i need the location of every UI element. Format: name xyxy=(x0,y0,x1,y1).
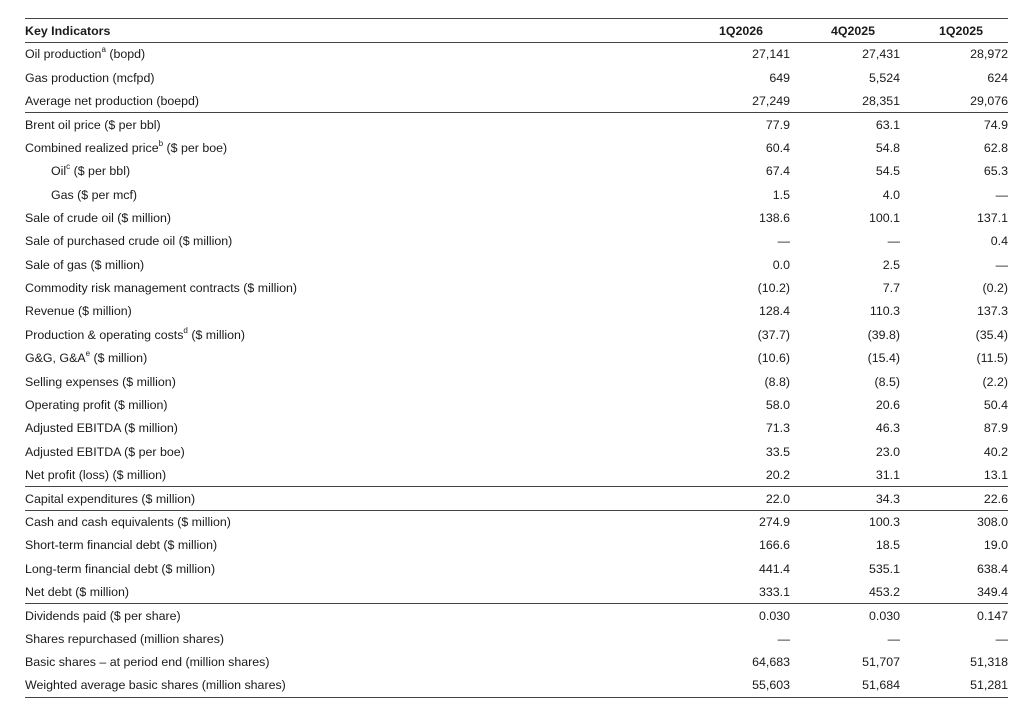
value-4q2025: 18.5 xyxy=(875,538,900,553)
row-label-unit: ($ million) xyxy=(187,327,246,342)
value-1q2025: 51,318 xyxy=(970,655,1008,670)
table-row xyxy=(25,440,1008,463)
value-4q2025: 34.3 xyxy=(790,487,900,510)
row-label xyxy=(25,627,680,650)
row-label xyxy=(25,253,680,276)
value-1q2026: 33.5 xyxy=(765,444,790,459)
value-4q2025: 51,684 xyxy=(790,674,900,697)
value-1q2026: 22.0 xyxy=(680,487,790,510)
value-4q2025: 23.0 xyxy=(875,444,900,459)
value-1q2025: 0.147 xyxy=(900,604,1008,627)
row-label-text: Selling expenses ($ million) xyxy=(25,374,176,389)
value-1q2026: 1.5 xyxy=(772,187,790,202)
row-label-text: Adjusted EBITDA ($ per boe) xyxy=(25,444,185,459)
value-1q2025: 50.4 xyxy=(983,398,1008,413)
table-header xyxy=(25,19,1008,43)
header-1q2025: 1Q2025 xyxy=(900,19,1008,43)
value-1q2025: 29,076 xyxy=(970,93,1008,108)
row-label xyxy=(25,183,680,206)
row-label-text: Shares repurchased (million shares) xyxy=(25,631,225,646)
value-1q2025: 19.0 xyxy=(983,538,1008,553)
table-row xyxy=(25,627,1008,650)
table-row xyxy=(25,183,1008,206)
value-1q2025: 638.4 xyxy=(976,561,1008,576)
value-1q2025: 349.4 xyxy=(976,584,1008,599)
row-label-text: Sale of crude oil ($ million) xyxy=(25,210,171,225)
row-label-text: Oil production xyxy=(25,47,102,62)
row-label xyxy=(25,604,680,627)
row-label-text: Operating profit ($ million) xyxy=(25,398,168,413)
row-label xyxy=(25,651,680,674)
row-label-text: Long-term financial debt ($ million) xyxy=(25,561,216,576)
value-1q2026: 20.2 xyxy=(765,467,790,482)
value-1q2025: — xyxy=(995,257,1008,272)
value-1q2025: — xyxy=(995,187,1008,202)
value-1q2026: (10.6) xyxy=(757,351,790,366)
value-1q2025: 308.0 xyxy=(900,510,1008,533)
row-label-text: Dividends paid ($ per share) xyxy=(25,608,181,623)
header-label: Key Indicators xyxy=(25,19,680,43)
row-label-text: Adjusted EBITDA ($ million) xyxy=(25,421,178,436)
table-row xyxy=(25,557,1008,580)
value-4q2025: 20.6 xyxy=(875,398,900,413)
value-1q2026: 71.3 xyxy=(765,421,790,436)
row-label-text: Net profit (loss) ($ million) xyxy=(25,467,167,482)
table-row xyxy=(25,347,1008,370)
value-1q2026: 138.6 xyxy=(758,210,790,225)
value-1q2026: 58.0 xyxy=(765,398,790,413)
row-label-text: Short-term financial debt ($ million) xyxy=(25,538,218,553)
row-label xyxy=(25,66,680,89)
value-1q2026: 128.4 xyxy=(758,304,790,319)
table-row xyxy=(25,651,1008,674)
row-label xyxy=(25,440,680,463)
value-1q2026: 77.9 xyxy=(680,113,790,136)
row-label-text: Basic shares – at period end (million shares) xyxy=(25,655,270,670)
row-label-text: Gas production (mcfpd) xyxy=(25,70,155,85)
value-4q2025: 453.2 xyxy=(868,584,900,599)
value-4q2025: 4.0 xyxy=(882,187,900,202)
row-label xyxy=(25,347,680,370)
row-label-unit: ($ per boe) xyxy=(163,140,228,155)
value-1q2026: (10.2) xyxy=(757,281,790,296)
row-label xyxy=(25,417,680,440)
value-4q2025: 54.5 xyxy=(875,164,900,179)
row-label-text: Production & operating costs xyxy=(25,327,184,342)
header-1q2026: 1Q2026 xyxy=(680,19,790,43)
row-label xyxy=(25,323,680,346)
value-4q2025: — xyxy=(887,234,900,249)
table-row xyxy=(25,510,1008,533)
value-1q2025: 51,281 xyxy=(900,674,1008,697)
value-4q2025: 54.8 xyxy=(875,140,900,155)
row-label-text: Sale of gas ($ million) xyxy=(25,257,145,272)
value-4q2025: 31.1 xyxy=(875,467,900,482)
value-4q2025: 28,351 xyxy=(862,93,900,108)
value-1q2026: 64,683 xyxy=(752,655,790,670)
row-label xyxy=(25,487,680,510)
value-4q2025: 100.1 xyxy=(868,210,900,225)
row-label xyxy=(25,580,680,603)
table-row xyxy=(25,580,1008,603)
value-1q2025: (2.2) xyxy=(982,374,1008,389)
value-1q2026: — xyxy=(777,234,790,249)
value-4q2025: 27,431 xyxy=(862,47,900,62)
value-4q2025: (39.8) xyxy=(867,327,900,342)
value-4q2025: 0.030 xyxy=(790,604,900,627)
row-label-text: G&G, G&A xyxy=(25,351,86,366)
row-label-text: Gas ($ per mcf) xyxy=(51,187,138,202)
table-row xyxy=(25,253,1008,276)
key-indicators-table xyxy=(25,18,1008,698)
value-1q2025: (35.4) xyxy=(975,327,1008,342)
footnote-marker: a xyxy=(101,45,106,55)
footnote-marker: d xyxy=(183,325,188,335)
row-label xyxy=(25,557,680,580)
value-1q2025: 65.3 xyxy=(983,164,1008,179)
value-1q2025: 137.3 xyxy=(976,304,1008,319)
value-4q2025: — xyxy=(887,631,900,646)
row-label xyxy=(25,159,680,182)
table-row xyxy=(25,230,1008,253)
row-label xyxy=(25,370,680,393)
value-4q2025: 5,524 xyxy=(868,70,900,85)
row-label-text: Weighted average basic shares (million shares) xyxy=(25,678,286,693)
row-label xyxy=(25,113,680,136)
row-label-text: Revenue ($ million) xyxy=(25,304,132,319)
value-1q2025: (11.5) xyxy=(976,351,1008,366)
value-1q2026: 166.6 xyxy=(758,538,790,553)
value-1q2026: 649 xyxy=(769,70,790,85)
row-label xyxy=(25,136,680,159)
value-1q2026: 0.0 xyxy=(772,257,790,272)
table-row xyxy=(25,136,1008,159)
value-1q2026: — xyxy=(777,631,790,646)
value-4q2025: (15.4) xyxy=(867,351,900,366)
value-1q2025: 74.9 xyxy=(900,113,1008,136)
value-1q2026: 27,249 xyxy=(752,93,790,108)
header-4q2025: 4Q2025 xyxy=(790,19,900,43)
table-row xyxy=(25,89,1008,112)
value-4q2025: 110.3 xyxy=(869,304,900,319)
value-4q2025: 51,707 xyxy=(862,655,900,670)
table-row xyxy=(25,393,1008,416)
row-label xyxy=(25,300,680,323)
table-row xyxy=(25,487,1008,510)
table-row xyxy=(25,206,1008,229)
value-1q2026: 60.4 xyxy=(765,140,790,155)
row-label xyxy=(25,393,680,416)
row-label-text: Brent oil price ($ per bbl) xyxy=(25,117,161,132)
row-label xyxy=(25,510,680,533)
row-label-text: Cash and cash equivalents ($ million) xyxy=(25,515,231,530)
value-1q2026: 0.030 xyxy=(680,604,790,627)
footnote-marker: b xyxy=(158,138,164,148)
value-1q2025: 87.9 xyxy=(983,421,1008,436)
value-1q2025: 13.1 xyxy=(983,467,1008,482)
value-1q2025: — xyxy=(995,631,1008,646)
value-1q2026: (8.8) xyxy=(764,374,790,389)
row-label xyxy=(25,89,680,112)
value-1q2026: 55,603 xyxy=(680,674,790,697)
value-1q2025: 40.2 xyxy=(983,444,1008,459)
row-label-unit: ($ million) xyxy=(90,351,148,366)
value-1q2026: 441.4 xyxy=(758,561,790,576)
table-row xyxy=(25,534,1008,557)
value-4q2025: 46.3 xyxy=(875,421,900,436)
value-1q2026: 274.9 xyxy=(680,510,790,533)
value-4q2025: 63.1 xyxy=(790,113,900,136)
value-4q2025: 100.3 xyxy=(790,510,900,533)
row-label xyxy=(25,464,680,487)
table-row xyxy=(25,417,1008,440)
row-label xyxy=(25,43,680,66)
table-row xyxy=(25,323,1008,346)
value-4q2025: 535.1 xyxy=(868,561,900,576)
footnote-marker: e xyxy=(85,349,91,359)
value-1q2025: 624 xyxy=(987,70,1008,85)
table-row xyxy=(25,113,1008,136)
table-row xyxy=(25,300,1008,323)
row-label-text: Sale of purchased crude oil ($ million) xyxy=(25,234,233,249)
value-4q2025: 2.5 xyxy=(882,257,900,272)
row-label xyxy=(25,206,680,229)
table-body xyxy=(25,43,1008,698)
value-1q2025: 22.6 xyxy=(900,487,1008,510)
row-label-text: Net debt ($ million) xyxy=(25,584,129,599)
row-label xyxy=(25,674,680,697)
table-row xyxy=(25,370,1008,393)
value-4q2025: (8.5) xyxy=(874,374,900,389)
value-1q2026: (37.7) xyxy=(757,327,790,342)
row-label-text: Commodity risk management contracts ($ million) xyxy=(25,281,297,296)
value-1q2026: 27,141 xyxy=(752,47,790,62)
row-label xyxy=(25,534,680,557)
row-label xyxy=(25,276,680,299)
value-1q2025: 28,972 xyxy=(970,47,1008,62)
row-label-text: Combined realized price xyxy=(25,140,159,155)
table-row xyxy=(25,159,1008,182)
footnote-marker: c xyxy=(66,162,71,172)
row-label-text: Oil xyxy=(51,164,67,179)
row-label-unit: (bopd) xyxy=(105,47,146,62)
value-1q2026: 67.4 xyxy=(765,164,790,179)
value-1q2026: 333.1 xyxy=(758,584,790,599)
row-label xyxy=(25,230,680,253)
value-1q2025: 137.1 xyxy=(976,210,1008,225)
value-1q2025: 0.4 xyxy=(990,234,1008,249)
value-4q2025: 7.7 xyxy=(882,281,900,296)
row-label-text: Capital expenditures ($ million) xyxy=(25,491,196,506)
table-row xyxy=(25,604,1008,627)
key-indicators-table-container xyxy=(25,18,1008,698)
table-row xyxy=(25,464,1008,487)
row-label-unit: ($ per bbl) xyxy=(70,164,131,179)
table-row xyxy=(25,66,1008,89)
table-row xyxy=(25,674,1008,697)
row-label-text: Average net production (boepd) xyxy=(25,93,200,108)
table-row xyxy=(25,43,1008,66)
value-1q2025: 62.8 xyxy=(983,140,1008,155)
header-row xyxy=(25,19,1008,43)
value-1q2025: (0.2) xyxy=(982,281,1008,296)
table-row xyxy=(25,276,1008,299)
